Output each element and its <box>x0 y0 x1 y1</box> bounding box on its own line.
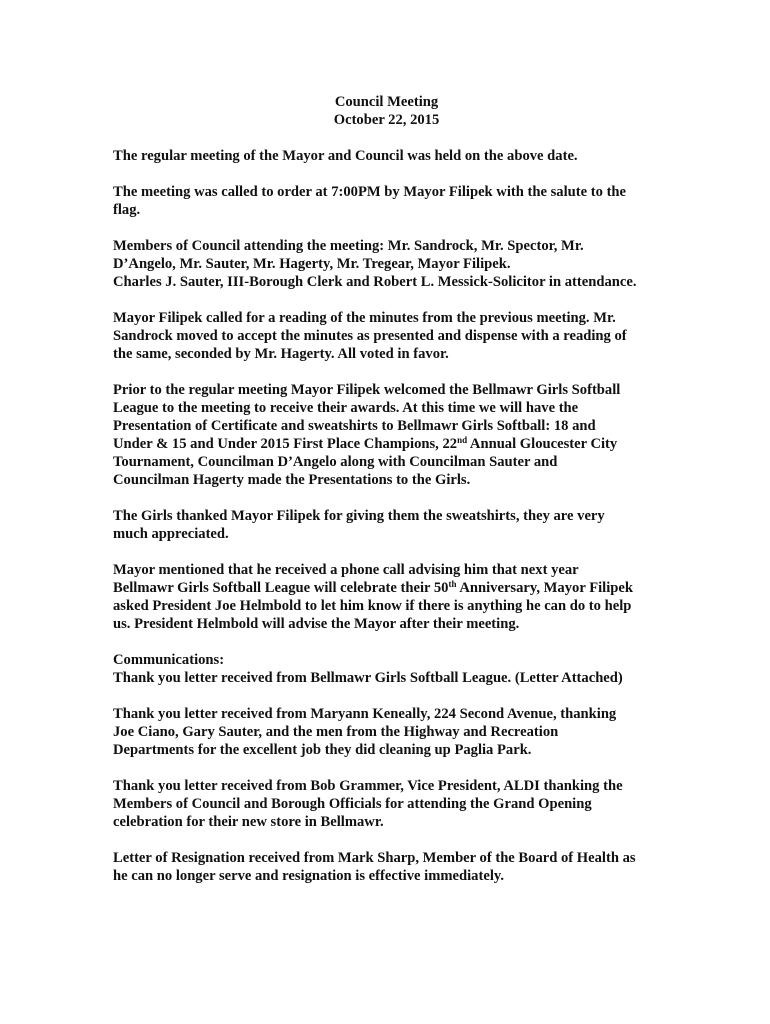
ordinal-suffix: th <box>448 579 457 589</box>
text-line: Councilman Hagerty made the Presentations to the Girls. <box>113 472 471 488</box>
paragraph-softball-awards <box>113 381 673 489</box>
meeting-date: October 22, 2015 <box>333 112 440 128</box>
text-line: League to the meeting to receive their awards. At this time we will have the <box>113 400 579 416</box>
text-segment: Anniversary, Mayor Filipek <box>456 580 633 596</box>
text-line: Thank you letter received from Bob Grammer, Vice President, ALDI thanking the <box>113 778 623 794</box>
document-header <box>113 93 660 129</box>
text-line: Members of Council attending the meeting: Mr. Sandrock, Mr. Spector, Mr. <box>113 238 584 254</box>
text-line: Charles J. Sauter, III-Borough Clerk and Robert L. Messick-Solicitor in attendance. <box>113 274 637 290</box>
text-line: Mayor Filipek called for a reading of the minutes from the previous meeting. Mr. <box>113 310 616 326</box>
text-line: asked President Joe Helmbold to let him know if there is anything he can do to help <box>113 598 632 614</box>
paragraph-minutes-reading <box>113 309 673 363</box>
text-line: Presentation of Certificate and sweatshirts to Bellmawr Girls Softball: 18 and <box>113 418 596 434</box>
text-line: Members of Council and Borough Officials for attending the Grand Opening <box>113 796 592 812</box>
text-line: much appreciated. <box>113 526 229 542</box>
paragraph-anniversary <box>113 561 673 633</box>
text-line: the same, seconded by Mr. Hagerty. All voted in favor. <box>113 346 449 362</box>
minutes-body <box>113 93 673 903</box>
text-line: The Girls thanked Mayor Filipek for giving them the sweatshirts, they are very <box>113 508 605 524</box>
ordinal-suffix: nd <box>457 435 468 445</box>
paragraph-keneally-letter <box>113 705 673 759</box>
paragraph-aldi-letter <box>113 777 673 831</box>
paragraph-girls-thanks <box>113 507 673 543</box>
document-title: Council Meeting <box>334 94 439 110</box>
text-line: Joe Ciano, Gary Sauter, and the men from the Highway and Recreation <box>113 724 559 740</box>
text-line: he can no longer serve and resignation is effective immediately. <box>113 868 505 884</box>
text-line: The regular meeting of the Mayor and Council was held on the above date. <box>113 148 578 164</box>
text-line: The meeting was called to order at 7:00PM by Mayor Filipek with the salute to the <box>113 184 627 200</box>
text-line: Prior to the regular meeting Mayor Filipek welcomed the Bellmawr Girls Softball <box>113 382 621 398</box>
paragraph-communications <box>113 651 673 687</box>
section-heading: Communications: <box>113 652 225 668</box>
text-line: flag. <box>113 202 141 218</box>
text-segment: Annual Gloucester City <box>467 436 618 452</box>
text-line: Mayor mentioned that he received a phone call advising him that next year <box>113 562 579 578</box>
text-line: D’Angelo, Mr. Sauter, Mr. Hagerty, Mr. Tregear, Mayor Filipek. <box>113 256 511 272</box>
text-line <box>113 435 673 453</box>
paragraph-meeting-held <box>113 147 673 165</box>
paragraph-attendance <box>113 237 673 291</box>
text-line: Thank you letter received from Bellmawr Girls Softball League. (Letter Attached) <box>113 670 623 686</box>
text-segment: Under & 15 and Under 2015 First Place Champions, 22 <box>113 436 458 452</box>
text-line: Departments for the excellent job they did cleaning up Paglia Park. <box>113 742 532 758</box>
text-line: Sandrock moved to accept the minutes as presented and dispense with a reading of <box>113 328 627 344</box>
text-line <box>113 579 673 597</box>
text-line: Letter of Resignation received from Mark Sharp, Member of the Board of Health as <box>113 850 636 866</box>
paragraph-call-to-order <box>113 183 673 219</box>
text-line: us. President Helmbold will advise the Mayor after their meeting. <box>113 616 520 632</box>
text-line: Thank you letter received from Maryann Keneally, 224 Second Avenue, thanking <box>113 706 617 722</box>
text-line: celebration for their new store in Bellmawr. <box>113 814 384 830</box>
text-segment: Bellmawr Girls Softball League will celebrate their 50 <box>113 580 449 596</box>
paragraph-resignation <box>113 849 673 885</box>
text-line: Tournament, Councilman D’Angelo along with Councilman Sauter and <box>113 454 558 470</box>
